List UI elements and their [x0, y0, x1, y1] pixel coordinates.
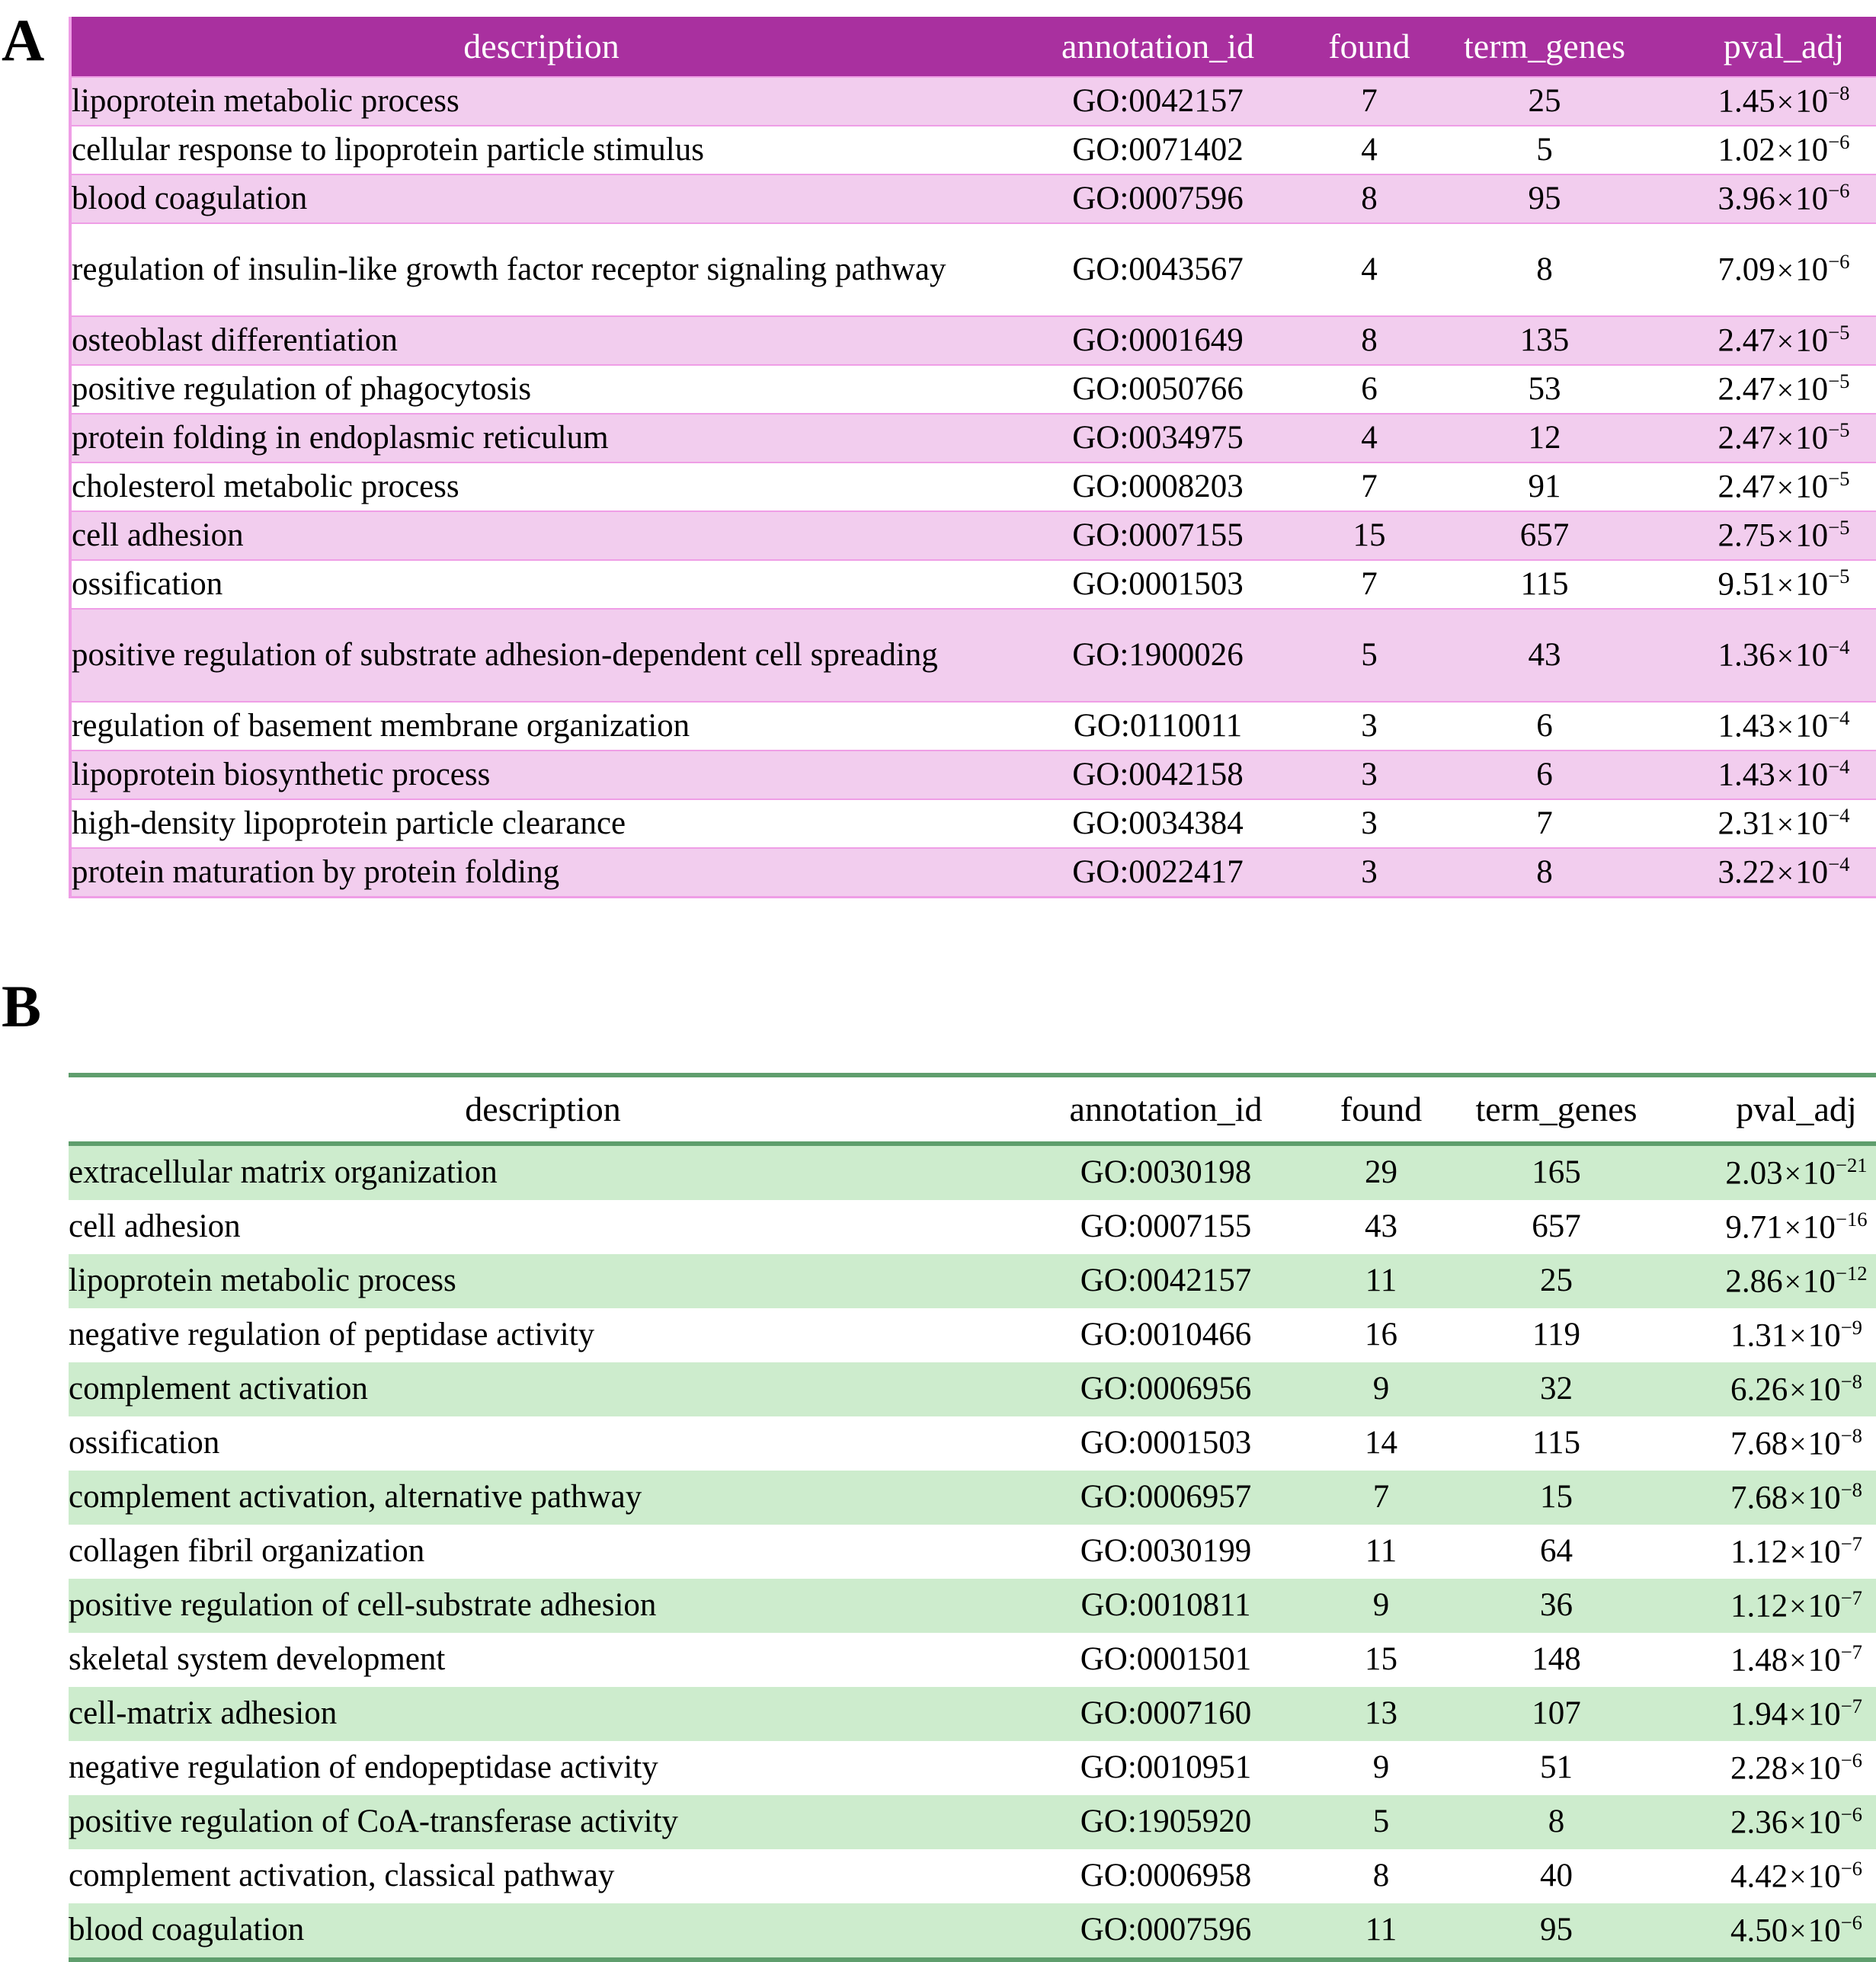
cell-term-genes: 6 — [1434, 751, 1655, 799]
cell-annotation-id: GO:0008203 — [1011, 462, 1305, 511]
cell-annotation-id: GO:0006958 — [1017, 1849, 1314, 1903]
go-enrichment-table-b — [69, 1073, 1876, 1962]
cell-term-genes: 657 — [1434, 511, 1655, 560]
cell-description: lipoprotein biosynthetic process — [70, 751, 1011, 799]
cell-annotation-id: GO:0001503 — [1011, 560, 1305, 609]
cell-annotation-id: GO:0030198 — [1017, 1144, 1314, 1200]
cell-pval-adj: $2.28\times 10^{-6}$ — [1665, 1741, 1876, 1795]
column-header-found: found — [1314, 1075, 1448, 1144]
cell-annotation-id: GO:0050766 — [1011, 365, 1305, 414]
cell-annotation-id: GO:0006956 — [1017, 1362, 1314, 1416]
cell-annotation-id: GO:1900026 — [1011, 609, 1305, 702]
table-row — [69, 1849, 1876, 1903]
cell-description: cholesterol metabolic process — [70, 462, 1011, 511]
table-row — [69, 1525, 1876, 1579]
cell-description: cell-matrix adhesion — [69, 1687, 1017, 1741]
cell-annotation-id: GO:0007155 — [1017, 1200, 1314, 1254]
cell-description: blood coagulation — [70, 174, 1011, 223]
column-header-term-genes: term_genes — [1434, 17, 1655, 77]
column-header-description: description — [70, 17, 1011, 77]
cell-found: 3 — [1305, 799, 1434, 848]
cell-pval-adj: $9.51\times 10^{-5}$ — [1655, 560, 1876, 609]
cell-term-genes: 115 — [1448, 1416, 1665, 1471]
cell-found: 7 — [1305, 560, 1434, 609]
column-header-term-genes: term_genes — [1448, 1075, 1665, 1144]
cell-description: lipoprotein metabolic process — [69, 1254, 1017, 1308]
cell-found: 3 — [1305, 751, 1434, 799]
table-header-row — [69, 1075, 1876, 1144]
cell-pval-adj: $1.36\times 10^{-4}$ — [1655, 609, 1876, 702]
cell-description: collagen fibril organization — [69, 1525, 1017, 1579]
column-header-found: found — [1305, 17, 1434, 77]
cell-description: protein maturation by protein folding — [70, 848, 1011, 898]
cell-found: 8 — [1305, 316, 1434, 365]
cell-found: 29 — [1314, 1144, 1448, 1200]
cell-found: 11 — [1314, 1254, 1448, 1308]
cell-term-genes: 119 — [1448, 1308, 1665, 1362]
cell-description: positive regulation of cell-substrate adhesion — [69, 1579, 1017, 1633]
cell-found: 43 — [1314, 1200, 1448, 1254]
cell-term-genes: 91 — [1434, 462, 1655, 511]
cell-pval-adj: $2.47\times 10^{-5}$ — [1655, 316, 1876, 365]
cell-term-genes: 5 — [1434, 126, 1655, 174]
go-enrichment-table-a — [69, 17, 1876, 898]
cell-found: 13 — [1314, 1687, 1448, 1741]
cell-term-genes: 95 — [1434, 174, 1655, 223]
table-row — [69, 1687, 1876, 1741]
cell-description: complement activation — [69, 1362, 1017, 1416]
table-row — [70, 77, 1876, 126]
cell-description: complement activation, classical pathway — [69, 1849, 1017, 1903]
table-row — [69, 1903, 1876, 1960]
column-header-pval-adj: pval_adj — [1655, 17, 1876, 77]
table-row — [70, 609, 1876, 702]
cell-pval-adj: $1.31\times 10^{-9}$ — [1665, 1308, 1876, 1362]
table-row — [69, 1416, 1876, 1471]
cell-pval-adj: $3.96\times 10^{-6}$ — [1655, 174, 1876, 223]
cell-pval-adj: $7.09\times 10^{-6}$ — [1655, 223, 1876, 316]
cell-term-genes: 95 — [1448, 1903, 1665, 1960]
cell-description: blood coagulation — [69, 1903, 1017, 1960]
cell-annotation-id: GO:0006957 — [1017, 1471, 1314, 1525]
cell-found: 4 — [1305, 223, 1434, 316]
cell-description: negative regulation of peptidase activity — [69, 1308, 1017, 1362]
table-row — [70, 174, 1876, 223]
cell-found: 14 — [1314, 1416, 1448, 1471]
cell-pval-adj: $3.22\times 10^{-4}$ — [1655, 848, 1876, 898]
column-header-annotation-id: annotation_id — [1017, 1075, 1314, 1144]
cell-pval-adj: $2.75\times 10^{-5}$ — [1655, 511, 1876, 560]
cell-found: 9 — [1314, 1741, 1448, 1795]
table-row — [69, 1362, 1876, 1416]
table-row — [69, 1144, 1876, 1200]
table-row — [70, 223, 1876, 316]
table-row — [70, 560, 1876, 609]
cell-annotation-id: GO:0030199 — [1017, 1525, 1314, 1579]
cell-annotation-id: GO:0042158 — [1011, 751, 1305, 799]
cell-term-genes: 657 — [1448, 1200, 1665, 1254]
cell-description: regulation of insulin-like growth factor receptor signaling pathway — [70, 223, 1011, 316]
cell-term-genes: 165 — [1448, 1144, 1665, 1200]
cell-pval-adj: $6.26\times 10^{-8}$ — [1665, 1362, 1876, 1416]
cell-found: 4 — [1305, 414, 1434, 462]
table-row — [70, 414, 1876, 462]
cell-term-genes: 64 — [1448, 1525, 1665, 1579]
table-row — [70, 126, 1876, 174]
cell-description: regulation of basement membrane organization — [70, 702, 1011, 751]
cell-term-genes: 8 — [1434, 848, 1655, 898]
cell-term-genes: 51 — [1448, 1741, 1665, 1795]
column-header-annotation-id: annotation_id — [1011, 17, 1305, 77]
cell-term-genes: 32 — [1448, 1362, 1665, 1416]
table-row — [70, 511, 1876, 560]
panel-label-a: A — [2, 7, 45, 73]
cell-found: 9 — [1314, 1362, 1448, 1416]
cell-description: cell adhesion — [69, 1200, 1017, 1254]
cell-description: positive regulation of CoA-transferase activity — [69, 1795, 1017, 1849]
cell-description: positive regulation of phagocytosis — [70, 365, 1011, 414]
cell-description: cellular response to lipoprotein particle stimulus — [70, 126, 1011, 174]
cell-annotation-id: GO:0010466 — [1017, 1308, 1314, 1362]
cell-found: 16 — [1314, 1308, 1448, 1362]
cell-term-genes: 15 — [1448, 1471, 1665, 1525]
cell-annotation-id: GO:1905920 — [1017, 1795, 1314, 1849]
cell-term-genes: 8 — [1434, 223, 1655, 316]
cell-description: ossification — [70, 560, 1011, 609]
column-header-description: description — [69, 1075, 1017, 1144]
cell-pval-adj: $2.47\times 10^{-5}$ — [1655, 414, 1876, 462]
table-row — [70, 799, 1876, 848]
cell-found: 8 — [1305, 174, 1434, 223]
cell-description: high-density lipoprotein particle clearance — [70, 799, 1011, 848]
cell-description: skeletal system development — [69, 1633, 1017, 1687]
table-row — [70, 848, 1876, 898]
cell-pval-adj: $1.43\times 10^{-4}$ — [1655, 751, 1876, 799]
cell-annotation-id: GO:0071402 — [1011, 126, 1305, 174]
table-row — [70, 462, 1876, 511]
table-row — [70, 365, 1876, 414]
cell-term-genes: 6 — [1434, 702, 1655, 751]
cell-found: 8 — [1314, 1849, 1448, 1903]
table-row — [69, 1579, 1876, 1633]
cell-annotation-id: GO:0007155 — [1011, 511, 1305, 560]
cell-found: 3 — [1305, 848, 1434, 898]
cell-pval-adj: $1.12\times 10^{-7}$ — [1665, 1525, 1876, 1579]
table-header-row — [70, 17, 1876, 77]
cell-pval-adj: $1.43\times 10^{-4}$ — [1655, 702, 1876, 751]
cell-description: complement activation, alternative pathway — [69, 1471, 1017, 1525]
cell-pval-adj: $2.36\times 10^{-6}$ — [1665, 1795, 1876, 1849]
column-header-pval-adj: pval_adj — [1665, 1075, 1876, 1144]
cell-term-genes: 115 — [1434, 560, 1655, 609]
cell-pval-adj: $7.68\times 10^{-8}$ — [1665, 1416, 1876, 1471]
cell-pval-adj: $1.48\times 10^{-7}$ — [1665, 1633, 1876, 1687]
cell-annotation-id: GO:0034384 — [1011, 799, 1305, 848]
cell-term-genes: 107 — [1448, 1687, 1665, 1741]
cell-pval-adj: $1.12\times 10^{-7}$ — [1665, 1579, 1876, 1633]
panel-label-b: B — [2, 973, 42, 1039]
table-row — [70, 316, 1876, 365]
cell-annotation-id: GO:0007160 — [1017, 1687, 1314, 1741]
cell-term-genes: 36 — [1448, 1579, 1665, 1633]
cell-term-genes: 25 — [1448, 1254, 1665, 1308]
cell-term-genes: 53 — [1434, 365, 1655, 414]
cell-annotation-id: GO:0001503 — [1017, 1416, 1314, 1471]
cell-annotation-id: GO:0007596 — [1017, 1903, 1314, 1960]
cell-found: 15 — [1314, 1633, 1448, 1687]
cell-term-genes: 40 — [1448, 1849, 1665, 1903]
cell-found: 11 — [1314, 1903, 1448, 1960]
cell-annotation-id: GO:0043567 — [1011, 223, 1305, 316]
cell-term-genes: 12 — [1434, 414, 1655, 462]
cell-pval-adj: $1.94\times 10^{-7}$ — [1665, 1687, 1876, 1741]
cell-description: cell adhesion — [70, 511, 1011, 560]
table-row — [70, 751, 1876, 799]
cell-description: negative regulation of endopeptidase activity — [69, 1741, 1017, 1795]
cell-description: extracellular matrix organization — [69, 1144, 1017, 1200]
cell-found: 6 — [1305, 365, 1434, 414]
cell-description: positive regulation of substrate adhesion-dependent cell spreading — [70, 609, 1011, 702]
table-row — [69, 1254, 1876, 1308]
cell-description: protein folding in endoplasmic reticulum — [70, 414, 1011, 462]
cell-annotation-id: GO:0042157 — [1011, 77, 1305, 126]
cell-description: ossification — [69, 1416, 1017, 1471]
cell-found: 7 — [1305, 462, 1434, 511]
cell-pval-adj: $4.42\times 10^{-6}$ — [1665, 1849, 1876, 1903]
table-row — [69, 1471, 1876, 1525]
cell-annotation-id: GO:0001649 — [1011, 316, 1305, 365]
cell-term-genes: 7 — [1434, 799, 1655, 848]
cell-found: 5 — [1314, 1795, 1448, 1849]
cell-term-genes: 43 — [1434, 609, 1655, 702]
cell-annotation-id: GO:0110011 — [1011, 702, 1305, 751]
cell-annotation-id: GO:0022417 — [1011, 848, 1305, 898]
cell-annotation-id: GO:0042157 — [1017, 1254, 1314, 1308]
cell-pval-adj: $7.68\times 10^{-8}$ — [1665, 1471, 1876, 1525]
cell-description: lipoprotein metabolic process — [70, 77, 1011, 126]
table-row — [69, 1633, 1876, 1687]
cell-found: 5 — [1305, 609, 1434, 702]
cell-pval-adj: $4.50\times 10^{-6}$ — [1665, 1903, 1876, 1960]
cell-found: 9 — [1314, 1579, 1448, 1633]
cell-pval-adj: $2.86\times 10^{-12}$ — [1665, 1254, 1876, 1308]
cell-pval-adj: $2.03\times 10^{-21}$ — [1665, 1144, 1876, 1200]
cell-annotation-id: GO:0001501 — [1017, 1633, 1314, 1687]
cell-pval-adj: $2.47\times 10^{-5}$ — [1655, 462, 1876, 511]
cell-term-genes: 148 — [1448, 1633, 1665, 1687]
table-row — [69, 1741, 1876, 1795]
cell-term-genes: 8 — [1448, 1795, 1665, 1849]
cell-pval-adj: $9.71\times 10^{-16}$ — [1665, 1200, 1876, 1254]
cell-found: 4 — [1305, 126, 1434, 174]
cell-found: 11 — [1314, 1525, 1448, 1579]
cell-found: 15 — [1305, 511, 1434, 560]
cell-annotation-id: GO:0010811 — [1017, 1579, 1314, 1633]
cell-found: 7 — [1305, 77, 1434, 126]
cell-annotation-id: GO:0010951 — [1017, 1741, 1314, 1795]
cell-description: osteoblast differentiation — [70, 316, 1011, 365]
cell-term-genes: 135 — [1434, 316, 1655, 365]
cell-annotation-id: GO:0007596 — [1011, 174, 1305, 223]
cell-found: 7 — [1314, 1471, 1448, 1525]
table-row — [69, 1795, 1876, 1849]
cell-found: 3 — [1305, 702, 1434, 751]
cell-annotation-id: GO:0034975 — [1011, 414, 1305, 462]
cell-term-genes: 25 — [1434, 77, 1655, 126]
table-row — [69, 1308, 1876, 1362]
cell-pval-adj: $1.45\times 10^{-8}$ — [1655, 77, 1876, 126]
cell-pval-adj: $1.02\times 10^{-6}$ — [1655, 126, 1876, 174]
cell-pval-adj: $2.31\times 10^{-4}$ — [1655, 799, 1876, 848]
table-row — [69, 1200, 1876, 1254]
cell-pval-adj: $2.47\times 10^{-5}$ — [1655, 365, 1876, 414]
table-row — [70, 702, 1876, 751]
